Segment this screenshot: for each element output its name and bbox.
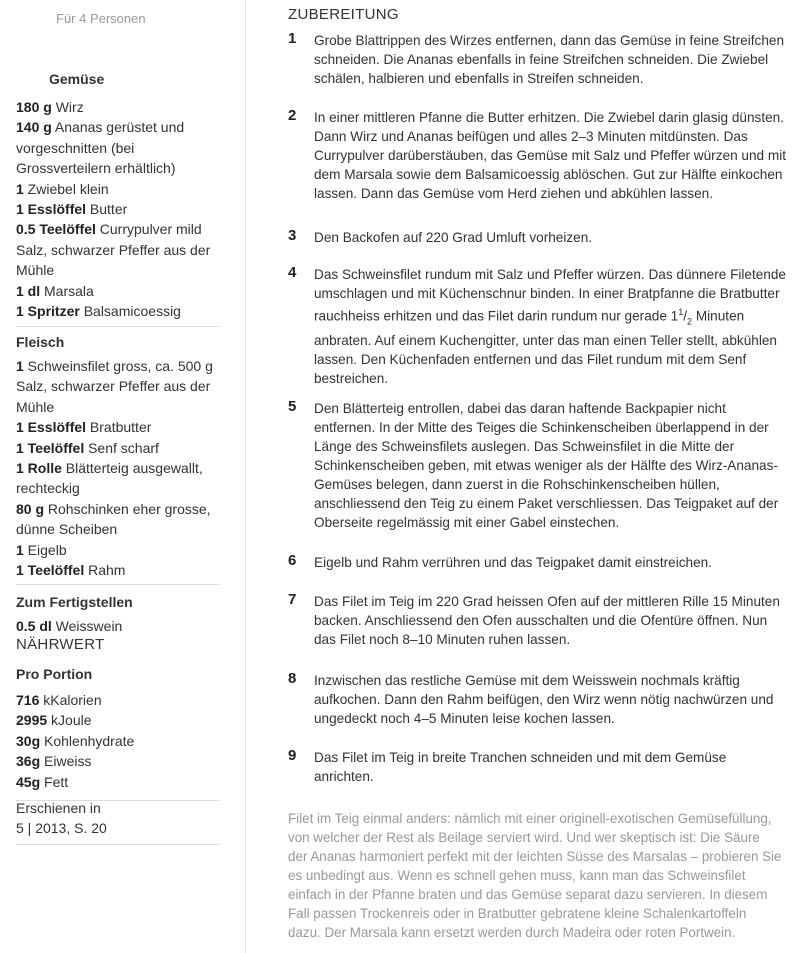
- divider: [16, 844, 219, 845]
- step-number: 6: [288, 552, 297, 569]
- step-number: 5: [288, 398, 297, 415]
- ingredient-item: 1 Teelöffel Senf scharf: [16, 439, 159, 456]
- step-text: Eigelb und Rahm verrühren und das Teigpaket damit einstreichen.: [314, 555, 712, 570]
- ingredient-list-fleisch: [16, 356, 221, 580]
- naehrwert-heading: NÄHRWERT: [16, 636, 105, 653]
- step-text: Den Blätterteig entrollen, dabei das daran haftende Backpapier nicht entfernen. In der Mitte des Teiges die Schinkenscheiben überlappend in der Länge des Schweinsfilets auslegen. Das Schweinsfilet in die Mitte der Schinkenscheiben geben, mit etwas weniger als der Hälfte des Wirz-Ananas-Gemüses belegen, dann zuerst in die Rohschinkenscheiben hüllen, anschliessend den Teig zu einem Paket verschliessen. Das Teigpaket auf der Oberseite regelmässig mit einer Gabel einstechen.: [314, 401, 779, 530]
- ingredient-item: 1 Esslöffel Bratbutter: [16, 419, 152, 436]
- ingredient-list-fertigstellen: [16, 616, 221, 636]
- group-title-gemuese: Gemüse: [49, 71, 105, 87]
- ingredient-item: Salz, schwarzer Pfeffer aus der Mühle: [16, 241, 211, 279]
- recipe-intro-text: Filet im Teig einmal anders: nämlich mit einer originell-exotischen Gemüsefüllung, von welcher der Rest als Beilage serviert wird. Und wer skeptisch ist: Die Säure der Ananas harmoniert perfekt mit der leichten Süsse des Marsalas – probieren Sie es unbedingt aus. Wenn es schnell gehen muss, kann man das Schweinsfilet einfach in der Pfanne braten und das Gemüse separat dazu servieren. In diesem Fall passen Trockenreis oder in Bratbutter gebratene kleine Schalenkartoffeln dazu. Der Marsala kann ersetzt werden durch Madeira oder roten Portwein.: [288, 811, 782, 940]
- step-text: Das Schweinsfilet rundum mit Salz und Pfeffer würzen. Das dünnere Filetende umschlagen und mit Küchenschnur binden. In einer Bratpfanne die Bratbutter rauchheiss erhitzen und das Filet darin rundum nur gerade $1^1/_2$ Minuten anbraten. Auf einem Kuchengitter, unter das man einen Teller stellt, abkühlen lassen. Den Küchenfaden entfernen und das Filet rundum mit dem Senf bestreichen.: [314, 267, 786, 387]
- step-number: 2: [288, 107, 297, 124]
- step-text: Grobe Blattrippen des Wirzes entfernen, dann das Gemüse in feine Streifchen schneiden. Die Ananas ebenfalls in feine Streifchen schneiden. Die Zwiebel schälen, halbieren und ebenfalls in Streifen schneiden.: [314, 33, 784, 86]
- ingredient-item: 1 Zwiebel klein: [16, 180, 109, 197]
- ingredient-item: Salz, schwarzer Pfeffer aus der Mühle: [16, 378, 211, 415]
- step-text: Das Filet im Teig in breite Tranchen schneiden und mit dem Gemüse anrichten.: [314, 750, 727, 784]
- nutrition-title: Pro Portion: [16, 666, 93, 682]
- group-title-fertigstellen: Zum Fertigstellen: [16, 594, 133, 610]
- ingredient-item: 1 dl Marsala: [16, 282, 94, 299]
- nutrition-list: [16, 690, 221, 792]
- nutrition-item: 36g Eiweiss: [16, 753, 92, 770]
- divider: [16, 326, 219, 327]
- step-number: 4: [288, 264, 297, 281]
- zubereitung-heading: ZUBEREITUNG: [288, 6, 399, 23]
- servings-label: Für 4 Personen: [56, 11, 146, 26]
- ingredient-item: 1 Esslöffel Butter: [16, 201, 128, 218]
- ingredient-item: 180 g Wirz: [16, 99, 84, 115]
- group-title-fleisch: Fleisch: [16, 334, 65, 350]
- nutrition-item: 30g Kohlenhydrate: [16, 732, 135, 749]
- ingredient-item: 140 g Ananas gerüstet und vorgeschnitten (bei Grossverteilern erhältlich): [16, 119, 185, 177]
- nutrition-item: 716 kKalorien: [16, 692, 102, 708]
- ingredient-list-gemuese: [16, 97, 221, 321]
- nutrition-item: 45g Fett: [16, 773, 69, 790]
- ingredients-sidebar: [0, 0, 246, 953]
- ingredient-item: 1 Teelöffel Rahm: [16, 562, 126, 579]
- step-text: Inzwischen das restliche Gemüse mit dem Weisswein nochmals kräftig aufkochen. Dann den Rahm beifügen, den Wirz wenn nötig nachwürzen und ungedeckt noch 4–5 Minuten leise kochen lassen.: [314, 673, 774, 726]
- ingredient-item: 1 Rolle Blätterteig ausgewallt, rechteckig: [16, 460, 203, 497]
- ingredient-item: 0.5 dl Weisswein: [16, 618, 123, 634]
- publication-issue: 5 | 2013, S. 20: [16, 820, 107, 836]
- step-text: Den Backofen auf 220 Grad Umluft vorheizen.: [314, 230, 593, 245]
- divider: [16, 584, 219, 585]
- step-number: 3: [288, 227, 297, 244]
- step-text: Das Filet im Teig im 220 Grad heissen Ofen auf der mittleren Rille 15 Minuten backen. Anschliessend den Ofen ausschalten und die Ofentüre öffnen. Nun das Filet noch 8–10 Minuten ruhen lassen.: [314, 594, 780, 647]
- ingredient-item: 1 Eigelb: [16, 541, 67, 558]
- ingredient-item: 1 Spritzer Balsamicoessig: [16, 303, 181, 320]
- ingredient-item: 0.5 Teelöffel Currypulver mild: [16, 221, 202, 238]
- step-text: In einer mittleren Pfanne die Butter erhitzen. Die Zwiebel darin glasig dünsten. Dann Wirz und Ananas beifügen und alles 2–3 Minuten mitdünsten. Das Currypulver darüberstäuben, das Gemüse mit Salz und Pfeffer würzen und mit dem Marsala sowie dem Balsamicoessig ablöschen. Gut zur Hälfte einkochen lassen. Dann das Gemüse vom Herd ziehen und abkühlen lassen.: [314, 110, 786, 201]
- publication-label: Erschienen in: [16, 800, 101, 816]
- publication-info: [16, 798, 107, 838]
- step-number: 9: [288, 747, 297, 764]
- ingredient-item: 1 Schweinsfilet gross, ca. 500 g: [16, 358, 213, 374]
- step-number: 1: [288, 30, 297, 47]
- step-number: 8: [288, 670, 297, 687]
- nutrition-item: 2995 kJoule: [16, 712, 92, 729]
- ingredient-item: 80 g Rohschinken eher grosse, dünne Scheiben: [16, 500, 211, 538]
- step-number: 7: [288, 591, 297, 608]
